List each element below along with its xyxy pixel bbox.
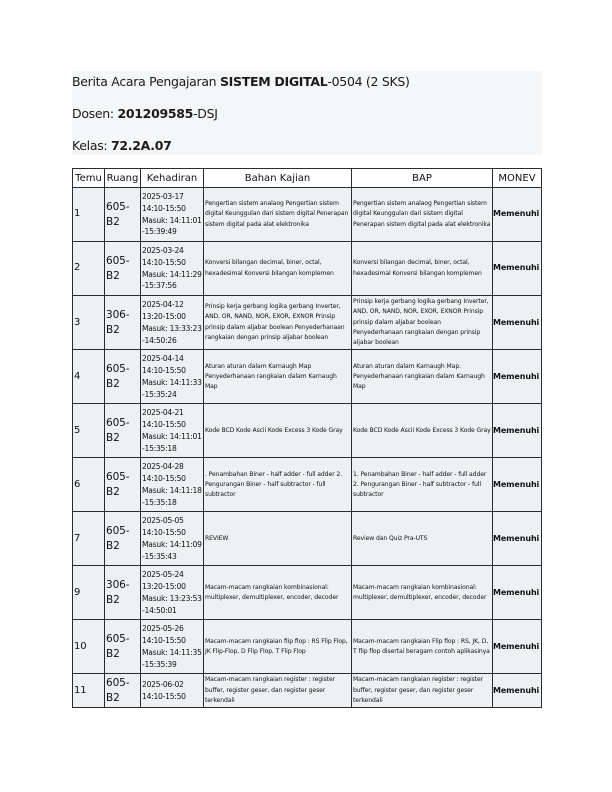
attendance-cell: [141, 620, 204, 674]
table-row: [73, 404, 542, 458]
table-row: [73, 512, 542, 566]
table-row: [73, 566, 542, 620]
attendance-line: Masuk: 14:11:33: [142, 377, 202, 387]
bap-cell: Prinsip kerja gerbang logika gerbang Inverter, AND, OR, NAND, NOR, EXOR, EXNOR Prinsip prinsip dalam aljabar boolean Penyederhanaan rangkaian dengan prinsip aljabar boolean: [352, 296, 493, 350]
class-line: [72, 138, 172, 153]
column-header-kehadiran: Kehadiran: [141, 169, 204, 188]
attendance-line: 2025-05-05: [142, 516, 184, 526]
table-row: [73, 674, 542, 708]
attendance-line: -15:35:18: [142, 497, 177, 507]
attendance-line: 2025-05-26: [142, 624, 184, 634]
document-header: [72, 71, 542, 155]
room-cell: 605-B2: [105, 458, 141, 512]
meeting-number-cell: 7: [73, 512, 105, 566]
room-cell: 605-B2: [105, 350, 141, 404]
room-cell: 605-B2: [105, 512, 141, 566]
bap-cell: Review dan Quiz Pra-UTS: [352, 512, 493, 566]
course-material-cell: Macam-macam rangkaian flip flop : RS Flip Flop, JK Flip-Flop, D Flip Flop, T Flip Flop: [204, 620, 352, 674]
room-cell: 605-B2: [105, 404, 141, 458]
room-cell: 306-B2: [105, 296, 141, 350]
table-row: [73, 242, 542, 296]
attendance-line: -15:39:49: [142, 227, 177, 237]
course-name: SISTEM DIGITAL: [219, 74, 328, 89]
attendance-line: Masuk: 13:23:53: [142, 593, 202, 603]
column-header-ruang: Ruang: [105, 169, 141, 188]
attendance-line: 14:10-15:50: [142, 474, 186, 484]
meeting-number-cell: 10: [73, 620, 105, 674]
lecturer-label: Dosen:: [72, 106, 118, 121]
table-row: [73, 350, 542, 404]
attendance-line: 2025-04-28: [142, 462, 184, 472]
meeting-number-cell: 9: [73, 566, 105, 620]
attendance-line: Masuk: 14:11:01: [142, 215, 202, 225]
table-row: [73, 620, 542, 674]
attendance-line: -15:35:43: [142, 551, 177, 561]
lecturer-code: -DSJ: [193, 106, 218, 121]
class-code: 72.2A.07: [111, 138, 172, 153]
attendance-line: Masuk: 14:11:35: [142, 647, 202, 657]
attendance-line: Masuk: 14:11:01: [142, 431, 202, 441]
monev-status-cell: Memenuhi: [493, 674, 542, 708]
attendance-cell: [141, 242, 204, 296]
course-material-cell: REVIEW: [204, 512, 352, 566]
room-cell: 605-B2: [105, 188, 141, 242]
monev-status-cell: Memenuhi: [493, 512, 542, 566]
bap-cell: Macam-macam rangkaian register : register buffer, register geser, dan register geser terkendali: [352, 674, 493, 708]
course-material-cell: Aturan aturan dalam Karnaugh Map Penyederhanaan rangkaian dalam Karnaugh Map: [204, 350, 352, 404]
bap-cell: Macam-macam rangkaian Flip flop : RS, JK, D, T flip flop disertai beragam contoh aplikasinya: [352, 620, 493, 674]
attendance-line: 2025-06-02: [142, 680, 184, 690]
bap-cell: 1. Penambahan Biner - half adder - full adder 2. Pengurangan Biner - half subtractor - full subtractor: [352, 458, 493, 512]
attendance-line: -15:35:18: [142, 443, 177, 453]
attendance-line: -14:50:01: [142, 605, 177, 615]
course-material-cell: Kode BCD Kode Ascii Kode Excess 3 Kode Gray: [204, 404, 352, 458]
table-row: [73, 188, 542, 242]
attendance-cell: [141, 188, 204, 242]
monev-status-cell: Memenuhi: [493, 350, 542, 404]
course-material-cell: Konversi bilangan decimal, biner, octal, hexadesimal Konversi bilangan komplemen: [204, 242, 352, 296]
attendance-line: 2025-04-12: [142, 300, 184, 310]
lecturer-line: [72, 106, 218, 121]
monev-status-cell: Memenuhi: [493, 242, 542, 296]
attendance-line: 14:10-15:50: [142, 636, 186, 646]
attendance-cell: [141, 674, 204, 708]
column-header-bap: BAP: [352, 169, 493, 188]
meeting-number-cell: 4: [73, 350, 105, 404]
attendance-line: 14:10-15:50: [142, 691, 186, 701]
attendance-line: Masuk: 13:33:23: [142, 323, 202, 333]
attendance-line: 2025-03-17: [142, 191, 184, 201]
meeting-number-cell: 1: [73, 188, 105, 242]
monev-status-cell: Memenuhi: [493, 404, 542, 458]
monev-status-cell: Memenuhi: [493, 566, 542, 620]
course-material-cell: Macam-macam rangkaian kombinasional: multiplexer, demultiplexer, encoder, decoder: [204, 566, 352, 620]
attendance-line: 13:20-15:00: [142, 311, 186, 321]
monev-status-cell: Memenuhi: [493, 620, 542, 674]
attendance-line: Masuk: 14:11:29: [142, 269, 202, 279]
column-header-bahan-kajian: Bahan Kajian: [204, 169, 352, 188]
column-header-temu: Temu: [73, 169, 105, 188]
meeting-number-cell: 6: [73, 458, 105, 512]
attendance-cell: [141, 458, 204, 512]
attendance-line: 2025-05-24: [142, 570, 184, 580]
document-title: [72, 74, 410, 89]
attendance-line: -15:35:24: [142, 389, 177, 399]
room-cell: 605-B2: [105, 674, 141, 708]
class-label: Kelas:: [72, 138, 111, 153]
course-material-cell: . Penambahan Biner - half adder - full adder 2. Pengurangan Biner - half subtractor - full subtractor: [204, 458, 352, 512]
meeting-number-cell: 3: [73, 296, 105, 350]
teaching-record-table: [72, 168, 542, 708]
attendance-line: 14:10-15:50: [142, 203, 186, 213]
lecturer-id: 201209585: [117, 106, 194, 121]
course-material-cell: Macam-macam rangkaian register : register buffer, register geser, dan register geser terkendali: [204, 674, 352, 708]
monev-status-cell: Memenuhi: [493, 458, 542, 512]
attendance-cell: [141, 296, 204, 350]
course-code: -0504 (2 SKS): [327, 74, 410, 89]
attendance-line: -14:50:26: [142, 335, 177, 345]
attendance-line: 14:10-15:50: [142, 528, 186, 538]
attendance-line: 13:20-15:00: [142, 582, 186, 592]
attendance-line: 2025-04-21: [142, 408, 184, 418]
attendance-line: 14:10-15:50: [142, 366, 186, 376]
table-header-row: [73, 169, 542, 188]
course-material-cell: Prinsip kerja gerbang logika gerbang Inverter, AND, OR, NAND, NOR, EXOR, EXNOR Prinsip prinsip dalam aljabar boolean Penyederhanaan rangkaian dengan prinsip aljabar boolean: [204, 296, 352, 350]
attendance-line: 14:10-15:50: [142, 420, 186, 430]
attendance-cell: [141, 566, 204, 620]
bap-cell: Macam-macam rangkaian kombinasional: multiplexer, demultiplexer, encoder, decoder: [352, 566, 493, 620]
attendance-cell: [141, 404, 204, 458]
attendance-line: Masuk: 14:11:18: [142, 485, 202, 495]
attendance-cell: [141, 350, 204, 404]
room-cell: 605-B2: [105, 242, 141, 296]
table-row: [73, 458, 542, 512]
bap-cell: Kode BCD Kode Ascii Kode Excess 3 Kode Gray: [352, 404, 493, 458]
bap-cell: Konversi bilangan decimal, biner, octal, hexadesimal Konversi bilangan komplemen: [352, 242, 493, 296]
meeting-number-cell: 2: [73, 242, 105, 296]
course-material-cell: Pengertian sistem analaog Pengertian sistem digital Keunggulan dari sistem digital Penerapan sistem digital pada alat elektronika: [204, 188, 352, 242]
monev-status-cell: Memenuhi: [493, 188, 542, 242]
attendance-line: -15:37:56: [142, 281, 177, 291]
attendance-cell: [141, 512, 204, 566]
column-header-monev: MONEV: [493, 169, 542, 188]
bap-cell: Aturan aturan dalam Karnaugh Map. Penyederhanaan rangkaian dalam Karnaugh Map: [352, 350, 493, 404]
room-cell: 605-B2: [105, 620, 141, 674]
room-cell: 306-B2: [105, 566, 141, 620]
meeting-number-cell: 5: [73, 404, 105, 458]
attendance-line: 2025-03-24: [142, 245, 184, 255]
title-prefix: Berita Acara Pengajaran: [72, 74, 220, 89]
attendance-line: 2025-04-14: [142, 354, 184, 364]
table-row: [73, 296, 542, 350]
attendance-line: Masuk: 14:11:09: [142, 539, 202, 549]
meeting-number-cell: 11: [73, 674, 105, 708]
monev-status-cell: Memenuhi: [493, 296, 542, 350]
attendance-line: 14:10-15:50: [142, 257, 186, 267]
attendance-line: -15:35:39: [142, 659, 177, 669]
bap-cell: Pengertian sistem analaog Pengertian sistem digital Keunggulan dari sistem digital Penerapan sistem digital pada alat elektronika: [352, 188, 493, 242]
